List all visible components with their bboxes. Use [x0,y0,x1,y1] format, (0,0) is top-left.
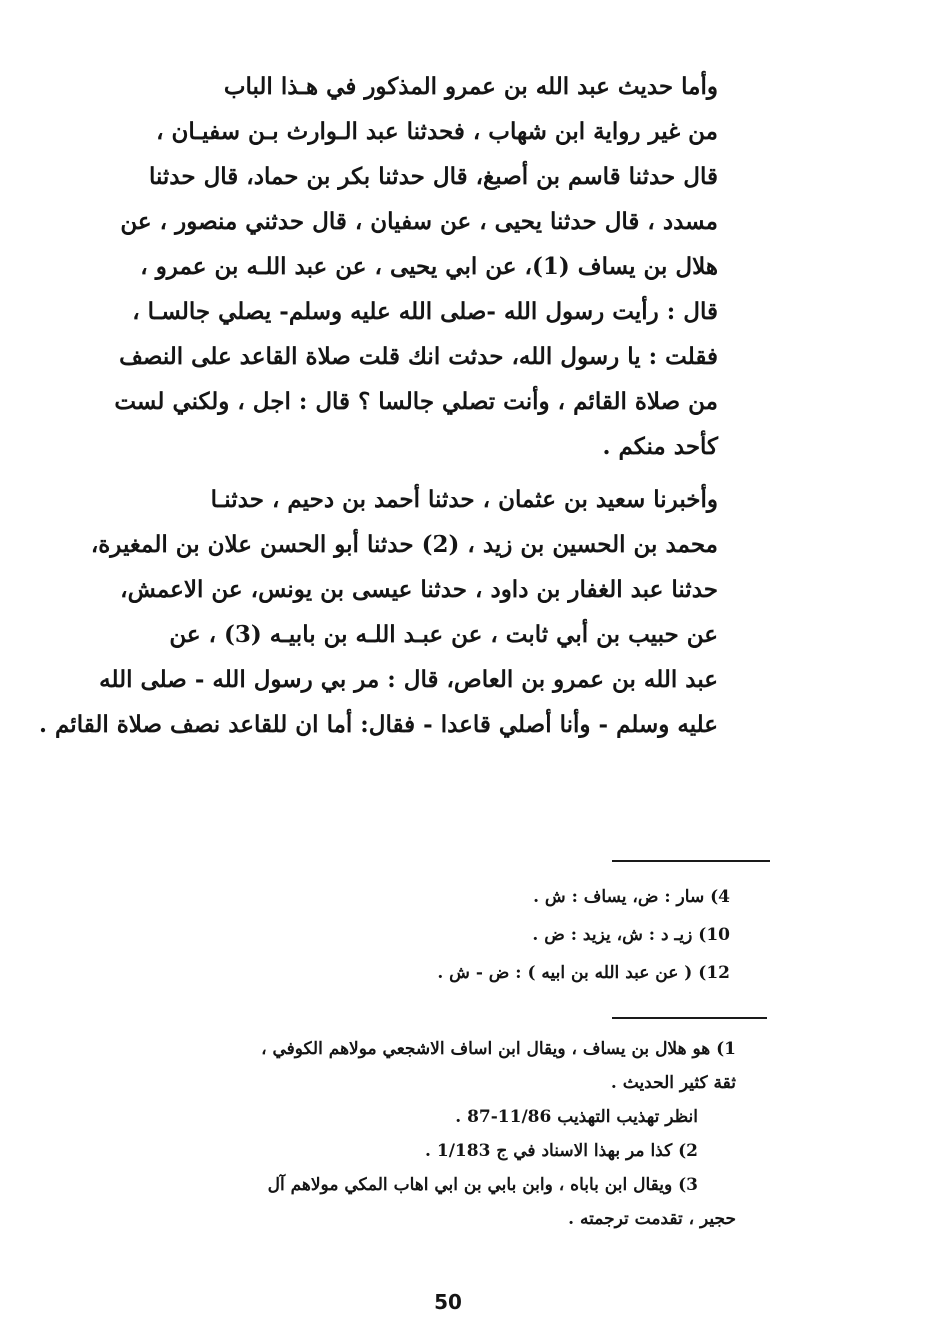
footnotes [118,1032,736,1236]
footnote-1-continued: ثقة كثير الحديث . [610,1073,736,1093]
text-line: مسدد ، قال حدثنا يحيى ، عن سفيان ، قال حدثني منصور ، عن [120,208,718,235]
text-line: هلال بن يساف (1)، عن ابي يحيى ، عن عبد اللـه بن عمرو ، [140,253,718,280]
text-line: عن حبيب بن أبي ثابت ، عن عبـد اللـه بن بابيـه (3) ، عن [169,621,718,648]
text-line: عبد الله بن عمرو بن العاص، قال : مر بي رسول الله - صلى الله [99,666,718,693]
text-line: كأحد منكم . [602,433,718,460]
variant-item: 12) ( عن عبد الله بن ابيه ) : ض - ش . [437,963,730,983]
paragraph-one [114,64,778,469]
footnote-1: 1) هو هلال بن يساف ، ويقال ابن اساف الاشجعي مولاهم الكوفي ، [261,1039,736,1059]
text-line: وأخبرنا سعيد بن عثمان ، حدثنا أحمد بن دحيم ، حدثنـا [210,486,718,513]
variant-readings [330,878,730,992]
footnote-2: 2) كذا مر بهذا الاسناد في ج 1/183 . [425,1141,698,1161]
variant-item: 4) سار : ض، يساف : ش . [533,887,730,907]
text-line: محمد بن الحسين بن زيد ، (2) حدثنا أبو الحسن علان بن المغيرة، [90,531,718,558]
footnote-3-continued: حجير ، تقدمت ترجمته . [568,1209,736,1229]
variant-item: 10) زيـ د : ش، يزيد : ض . [532,925,730,945]
text-line: من صلاة القائم ، وأنت تصلي جالسا ؟ قال : اجل ، ولكني لست [114,388,718,415]
text-line: من غير رواية ابن شهاب ، فحدثنا عبد الـوارث بـن سفيـان ، [156,118,718,145]
footnote-3: 3) ويقال ابن باباه ، وابن بابي بن ابي اهاب المكي مولاهم آل [267,1175,698,1195]
variants-divider [612,860,770,862]
text-line: حدثنا عبد الغفار بن داود ، حدثنا عيسى بن يونس، عن الاعمش، [120,576,718,603]
text-line: وأما حديث عبد الله بن عمرو المذكور في هـذا الباب [223,73,718,100]
text-line: عليه وسلم - وأنا أصلي قاعدا - فقال: أما ان للقاعد نصف صلاة القائم . [38,711,718,738]
text-line: فقلت : يا رسول الله، حدثت انك قلت صلاة القاعد على النصف [119,343,718,370]
footnotes-divider [612,1017,767,1019]
text-line: قال : رأيت رسول الله -صلى الله عليه وسلم- يصلي جالسـا ، [132,298,718,325]
text-line: قال حدثنا قاسم بن أصبغ، قال حدثنا بكر بن حماد، قال حدثنا [148,163,718,190]
page-number: 50 [434,1290,462,1314]
paragraph-two [38,477,778,747]
footnote-1-reference: انظر تهذيب التهذيب 11/86-87 . [455,1107,698,1127]
main-text [38,64,778,747]
